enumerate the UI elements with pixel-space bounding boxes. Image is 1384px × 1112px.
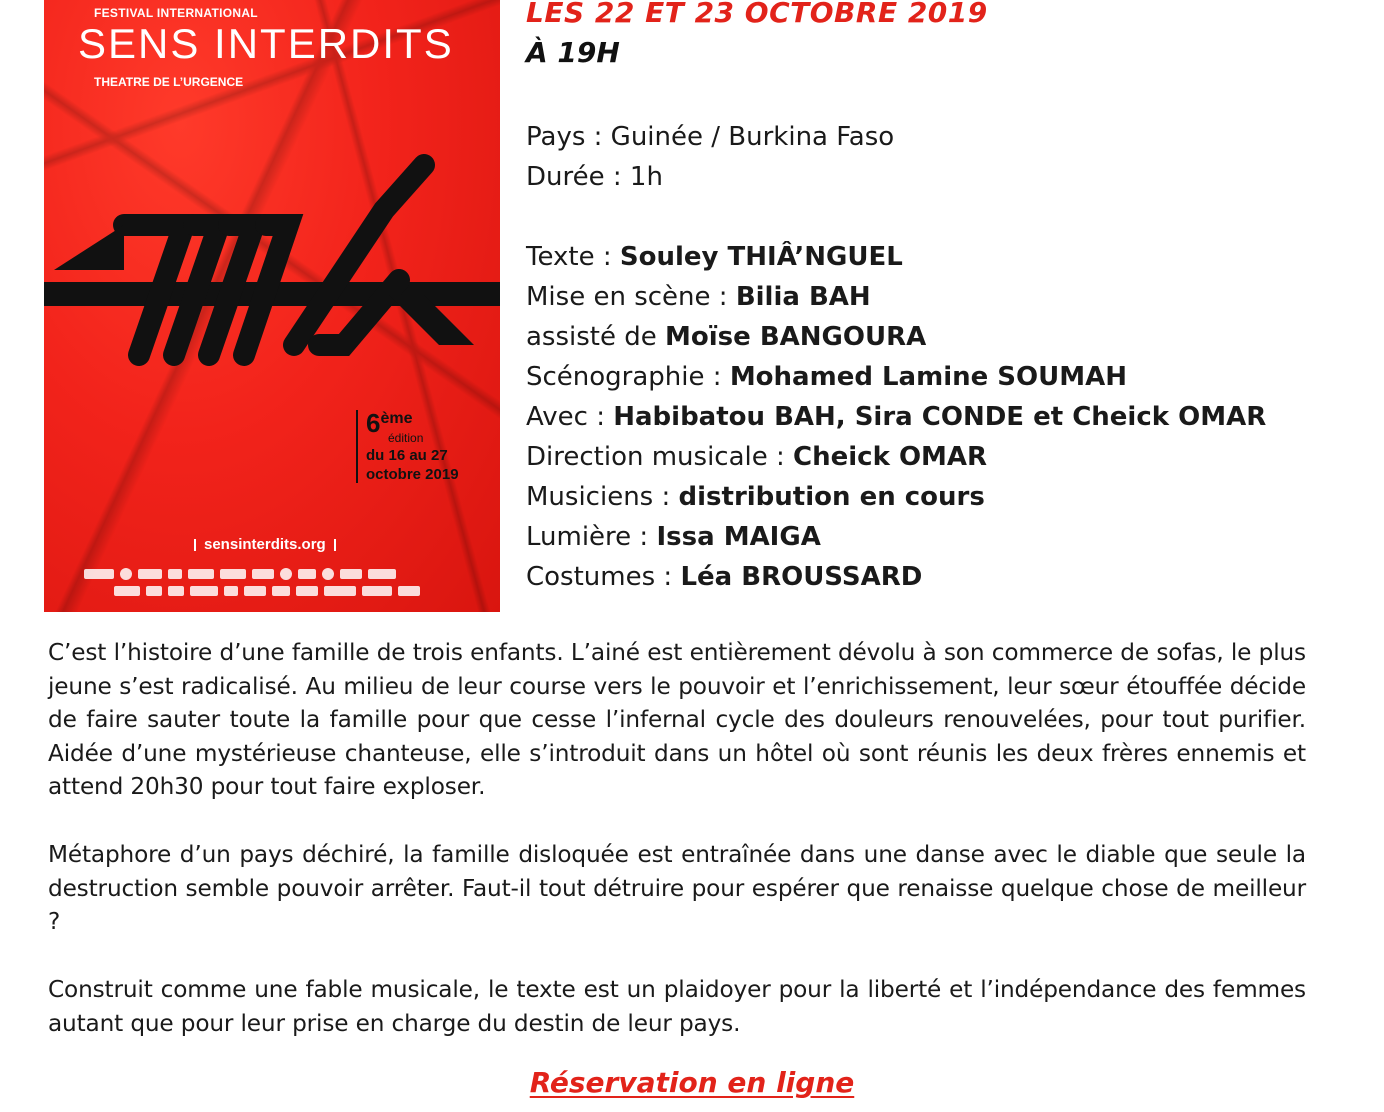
- edition-number: 6: [366, 408, 381, 438]
- sponsor-logo: [298, 569, 316, 579]
- poster-edition: [356, 410, 459, 483]
- sponsor-logo: [340, 569, 362, 579]
- credit-value: Cheick OMAR: [793, 442, 988, 472]
- poster-url: [186, 536, 344, 553]
- sponsor-logo: [224, 586, 238, 596]
- description-paragraph-1: C’est l’histoire d’une famille de trois enfants. L’ainé est entièrement dévolu à son commerce de sofas, le plus jeune s’est radicalisé. Au milieu de leur course vers le pouvoir et l’enrichissement, leur sœur étouffée décide de faire sauter toute la famille pour que cesse l’infernal cycle des douleurs renouvelées, pour tout purifier. Aidée d’une mystérieuse chanteuse, elle s’introduit dans un hôtel où sont réunis les deux frères ennemis et attend 20h30 pour tout faire exploser.: [48, 639, 1306, 801]
- sponsor-logo: [84, 569, 114, 579]
- sponsor-logo: [188, 569, 214, 579]
- sponsor-logo: [146, 586, 162, 596]
- sponsor-logo: [114, 586, 140, 596]
- credit-label: Mise en scène :: [526, 282, 736, 312]
- sponsor-logo: [190, 586, 218, 596]
- sponsor-logo: [168, 586, 184, 596]
- sponsor-logo: [138, 569, 162, 579]
- credit-item: [526, 437, 1266, 477]
- credit-label: Avec :: [526, 402, 614, 432]
- credit-item: [526, 557, 1266, 597]
- info-value: 1h: [629, 162, 663, 192]
- event-date: LES 22 ET 23 OCTOBRE 2019: [526, 0, 988, 29]
- info-pays: [526, 117, 1266, 157]
- sponsor-logo: [272, 586, 290, 596]
- poster-url-text: sensinterdits.org: [204, 536, 326, 553]
- reservation-link[interactable]: Réservation en ligne: [529, 1066, 855, 1099]
- credit-label: Musiciens :: [526, 482, 679, 512]
- sponsor-logo: [296, 586, 318, 596]
- reservation-container: [0, 1066, 1384, 1099]
- sponsor-logos: [84, 568, 494, 602]
- credit-item: [526, 357, 1266, 397]
- description-paragraph-2: Métaphore d’un pays déchiré, la famille disloquée est entraînée dans une danse avec le diable que seule la destruction semble pouvoir arrêter. Faut-il tout détruire pour espérer que renaisse quelque chose de meilleur ?: [48, 841, 1306, 936]
- sponsor-logo: [322, 568, 334, 580]
- description-paragraph-3: Construit comme une fable musicale, le texte est un plaidoyer pour la liberté et l’indépendance des femmes autant que pour leur prise en charge du destin de leur pays.: [48, 976, 1306, 1037]
- info-label: Pays :: [526, 122, 611, 152]
- event-info-list: [526, 117, 1266, 597]
- credit-value: Moïse BANGOURA: [665, 322, 927, 352]
- info-spacer: [526, 197, 1266, 237]
- credit-label: Lumière :: [526, 522, 657, 552]
- poster-dates-line2: octobre 2019: [366, 466, 459, 483]
- sponsor-logo: [280, 568, 292, 580]
- sponsor-logo: [244, 586, 266, 596]
- sponsor-logo: [398, 586, 420, 596]
- credit-item: [526, 397, 1266, 437]
- sponsor-logo: [362, 586, 392, 596]
- poster-dates-line1: du 16 au 27: [366, 447, 448, 464]
- poster-title: SENS INTERDITS: [78, 20, 454, 67]
- info-label: Durée :: [526, 162, 630, 192]
- sponsor-logo: [220, 569, 246, 579]
- sponsor-logo: [168, 569, 182, 579]
- credit-value: Mohamed Lamine SOUMAH: [729, 362, 1127, 392]
- credit-value: Issa MAIGA: [656, 522, 821, 552]
- poster-subtitle: THEATRE DE L’URGENCE: [94, 75, 244, 89]
- credit-item: [526, 237, 1266, 277]
- credit-value: Léa BROUSSARD: [680, 562, 923, 592]
- credit-item: [526, 477, 1266, 517]
- info-value: Guinée / Burkina Faso: [610, 122, 895, 152]
- credit-value: Bilia BAH: [735, 282, 871, 312]
- barbed-wire-logo: [44, 150, 500, 390]
- credit-label: assisté de: [526, 322, 666, 352]
- info-duree: [526, 157, 1266, 197]
- credit-label: Costumes :: [526, 562, 681, 592]
- sponsor-logo: [324, 586, 356, 596]
- sponsor-logo: [368, 569, 396, 579]
- event-time: À 19H: [526, 36, 620, 69]
- poster-festival-label: FESTIVAL INTERNATIONAL: [94, 6, 258, 20]
- credit-item: [526, 277, 1266, 317]
- credit-item: [526, 517, 1266, 557]
- edition-word: édition: [388, 431, 424, 445]
- edition-suffix: ème: [380, 410, 413, 427]
- credit-label: Scénographie :: [526, 362, 730, 392]
- sponsor-logo: [252, 569, 274, 579]
- credit-value: distribution en cours: [678, 482, 985, 512]
- credit-value: Souley THIÂ’NGUEL: [619, 242, 903, 272]
- festival-poster: [44, 0, 500, 612]
- credit-value: Habibatou BAH, Sira CONDE et Cheick OMAR: [613, 402, 1267, 432]
- credit-label: Texte :: [526, 242, 620, 272]
- credit-label: Direction musicale :: [526, 442, 794, 472]
- credit-item: [526, 317, 1266, 357]
- sponsor-logo: [120, 568, 132, 580]
